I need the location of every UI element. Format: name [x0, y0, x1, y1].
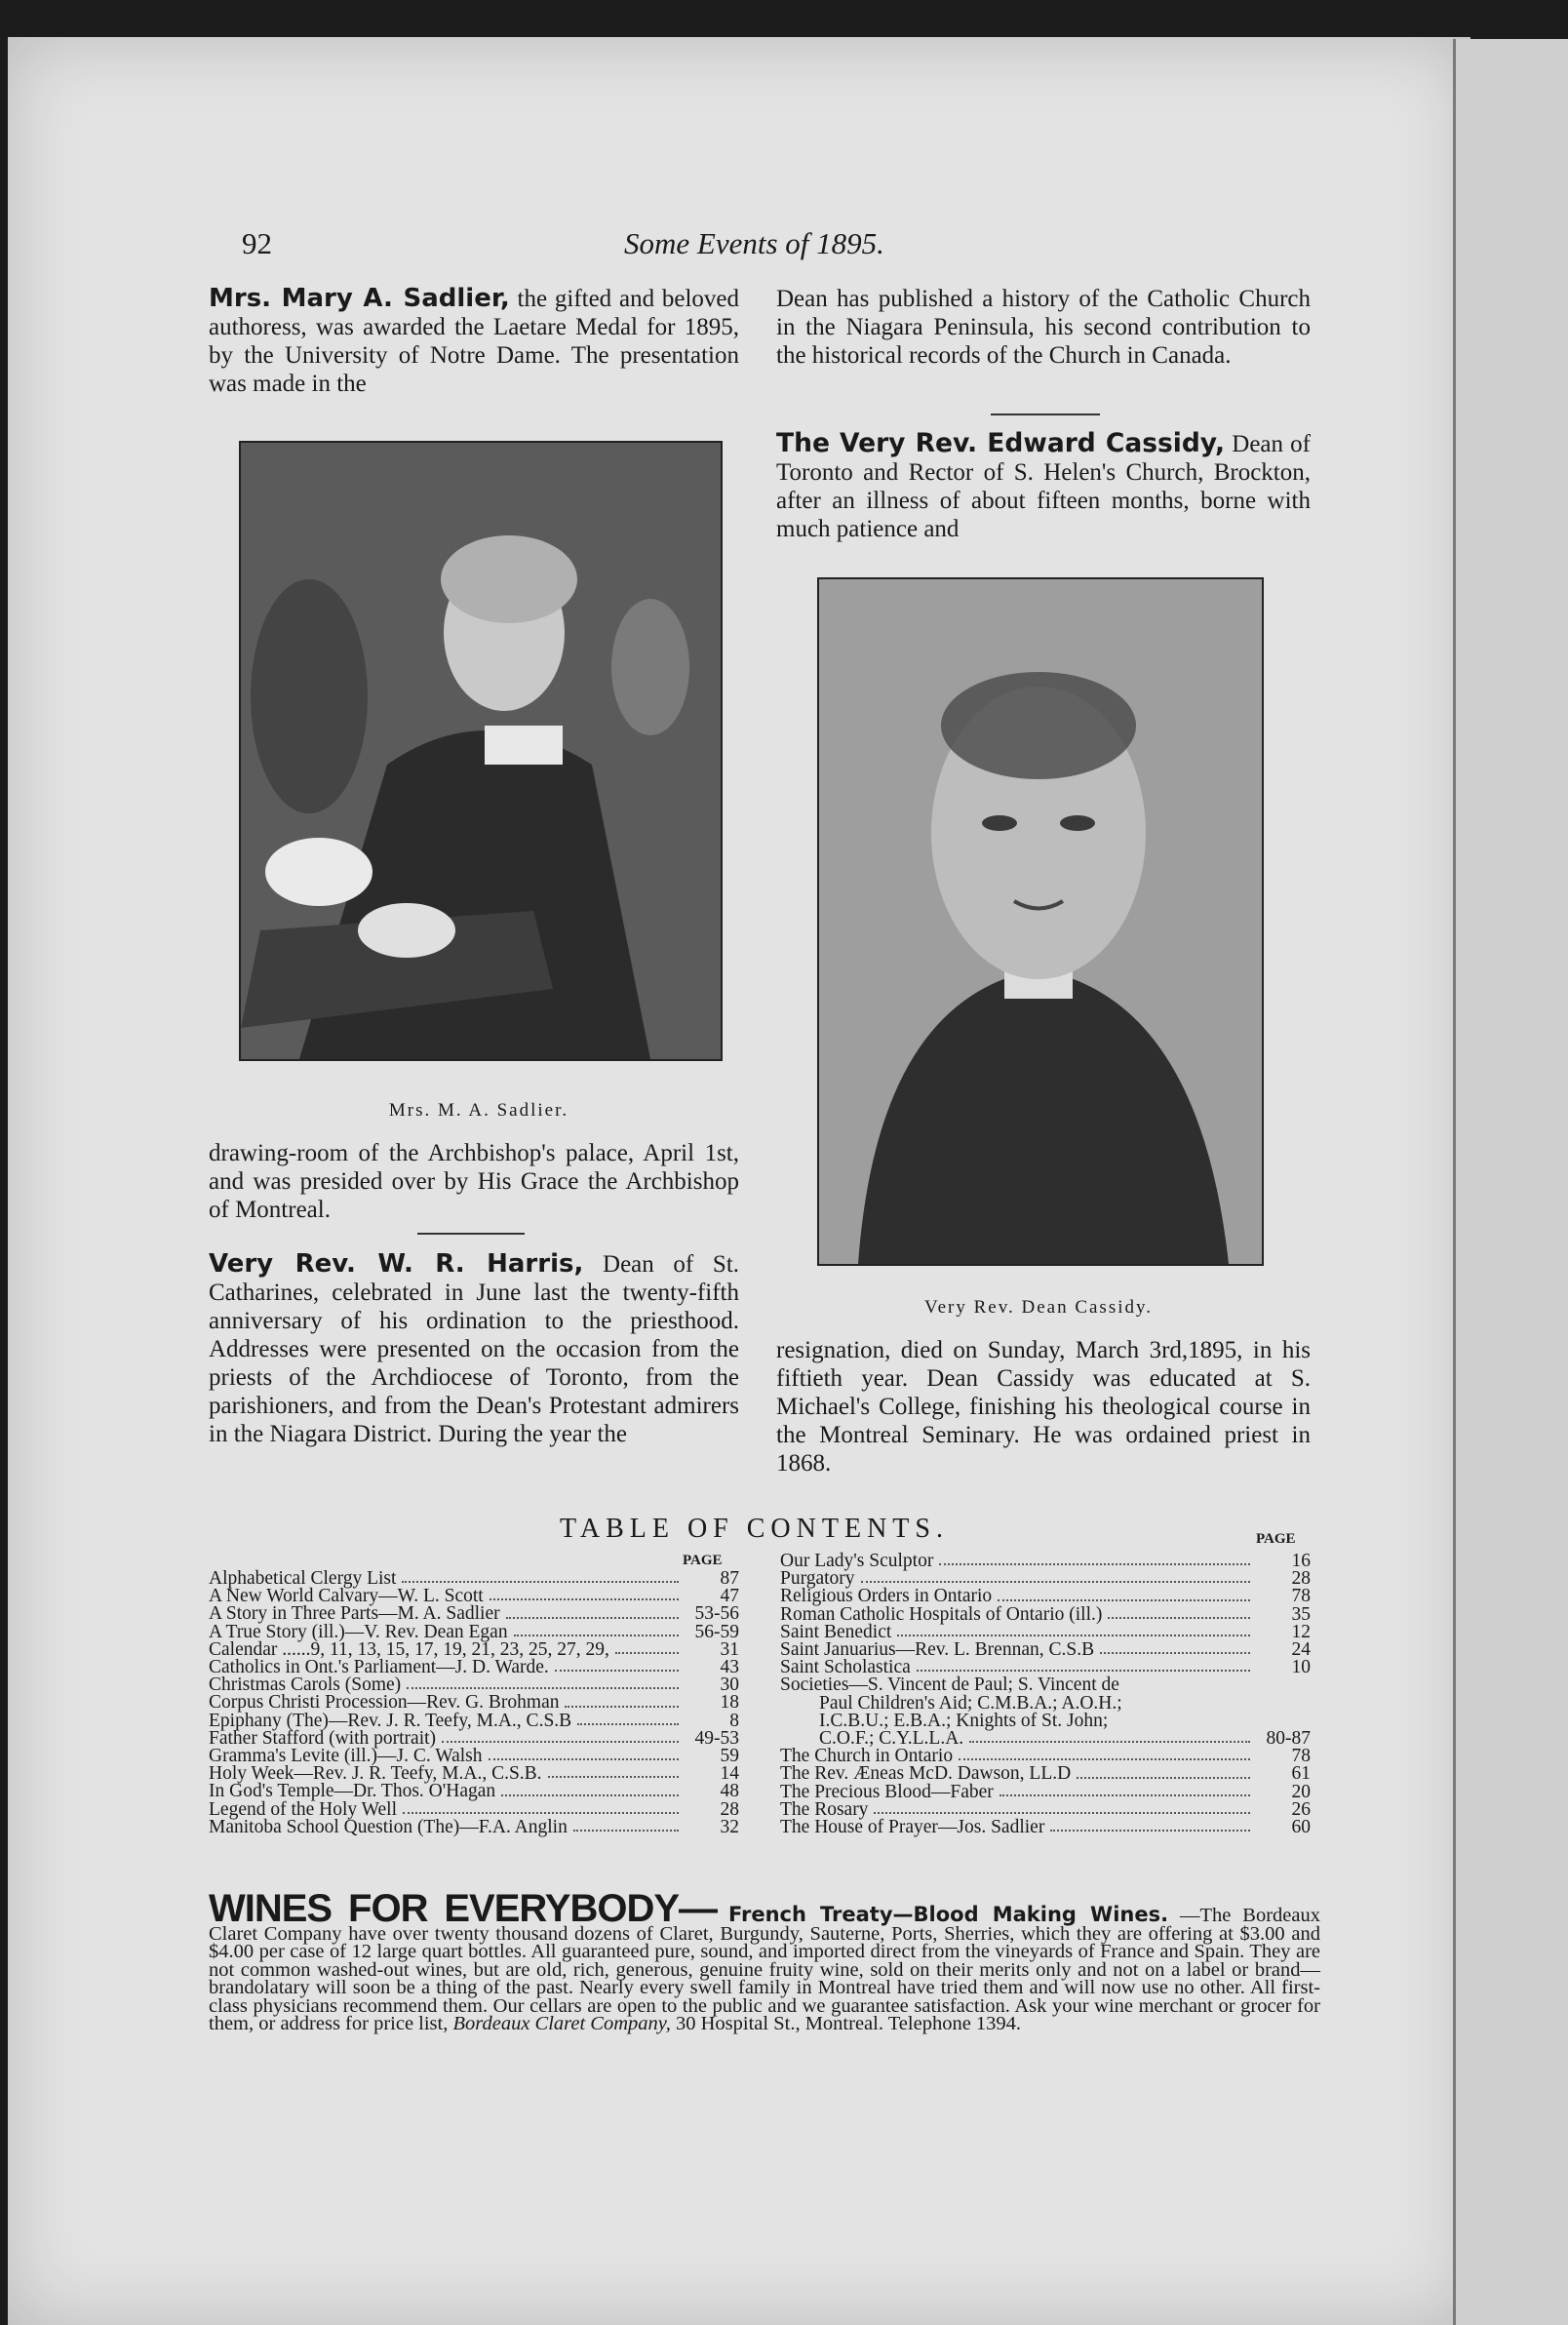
toc-leader-dots	[577, 1713, 679, 1725]
ad-subtitle: French Treaty—Blood Making Wines.	[727, 1903, 1169, 1926]
toc-leader-dots	[555, 1659, 679, 1672]
toc-entry-title: Manitoba School Question (The)—F.A. Anglin	[209, 1816, 568, 1837]
toc-entry-page: 59	[720, 1746, 739, 1767]
toc-leader-dots	[573, 1819, 679, 1832]
toc-leader-dots	[615, 1641, 679, 1654]
toc-entry-title: I.C.B.U.; E.B.A.; Knights of St. John;	[819, 1710, 1109, 1731]
cassidy-text: Dean of Toronto and Rector of S. Helen's Church, Brockton, after an illness of about fifteen months, borne with much patience and	[776, 431, 1311, 542]
toc-entry-page	[1122, 1695, 1177, 1713]
toc-entry-title: Saint Januarius—Rev. L. Brennan, C.S.B	[780, 1639, 1095, 1661]
cassidy-paragraph	[776, 429, 1311, 543]
cassidy-portrait	[817, 577, 1264, 1266]
toc-leader-dots	[874, 1801, 1250, 1814]
toc-entry-page: 12	[1291, 1621, 1311, 1642]
toc-leader-dots	[501, 1783, 679, 1795]
toc-leader-dots	[1000, 1784, 1250, 1796]
wine-advertisement	[209, 1887, 1320, 2034]
toc-entry-page: 49-53	[694, 1727, 739, 1749]
toc-entry-title: The Rosary	[780, 1798, 869, 1820]
toc-leader-dots	[403, 1801, 679, 1814]
toc-entry-page: 31	[720, 1638, 739, 1660]
toc-entry-title: Gramma's Levite (ill.)—J. C. Walsh	[209, 1746, 483, 1767]
toc-entry-title: Our Lady's Sculptor	[780, 1551, 934, 1571]
toc-entry-title: A Story in Three Parts—M. A. Sadlier	[209, 1603, 500, 1625]
toc-entry-title: Father Stafford (with portrait)	[209, 1727, 437, 1749]
toc-entry	[209, 1694, 739, 1712]
toc-entry-page: 26	[1291, 1798, 1311, 1820]
sadlier-portrait-image	[241, 443, 721, 1059]
toc-entry-title: In God's Temple—Dr. Thos. O'Hagan	[209, 1781, 496, 1802]
toc-page-label-right: PAGE	[1256, 1531, 1296, 1547]
harris-paragraph	[209, 1250, 739, 1448]
page-number: 92	[242, 226, 272, 260]
toc-leader-dots	[407, 1676, 679, 1689]
toc-entry-page: 78	[1291, 1586, 1311, 1607]
ad-brand: WINES FOR EVERYBODY—	[209, 1887, 718, 1930]
section-rule	[991, 414, 1100, 415]
toc-entry	[780, 1765, 1311, 1783]
toc-entry-page: 80-87	[1266, 1728, 1311, 1750]
toc-entry-title: Corpus Christi Procession—Rev. G. Brohman	[209, 1692, 560, 1714]
sadlier-paragraph-cont: drawing-room of the Archbishop's palace, April 1st, and was presided over by His Grace the Archbishop of Montreal.	[209, 1140, 739, 1223]
toc-entry-page: 18	[720, 1692, 739, 1714]
toc-entry-page: 24	[1291, 1639, 1311, 1661]
section-rule	[417, 1233, 525, 1235]
toc-entry-page: 10	[1291, 1657, 1311, 1678]
toc-leader-dots	[969, 1730, 1250, 1743]
toc-entry	[780, 1588, 1311, 1605]
sadlier-lead: Mrs. Mary A. Sadlier,	[209, 284, 510, 313]
toc-entry-page: 61	[1291, 1763, 1311, 1785]
toc-entry	[209, 1783, 739, 1800]
toc-leader-dots	[489, 1748, 680, 1760]
toc-entry	[209, 1816, 739, 1837]
toc-entry-page: 48	[720, 1781, 739, 1802]
sadlier-caption: Mrs. M. A. Sadlier.	[388, 1100, 569, 1121]
toc-entry-title: Religious Orders in Ontario	[780, 1586, 993, 1607]
cassidy-portrait-image	[819, 579, 1262, 1264]
toc-leader-dots	[1077, 1765, 1250, 1778]
ad-address: 30 Hospital St., Montreal. Telephone 1394.	[676, 2013, 1022, 2034]
toc-entry-title: Epiphany (The)—Rev. J. R. Teefy, M.A., C.S.B	[209, 1710, 572, 1731]
toc-right-column	[780, 1553, 1311, 1836]
toc-leader-dots	[1108, 1606, 1250, 1619]
toc-entry-page: 32	[720, 1816, 739, 1837]
toc-left-column	[209, 1570, 739, 1836]
toc-entry-page: 28	[1291, 1568, 1311, 1590]
ad-company: Bordeaux Claret Company,	[452, 2013, 671, 2034]
toc-leader-dots	[959, 1748, 1250, 1760]
harris-paragraph-cont: Dean has published a history of the Catholic Church in the Niagara Peninsula, his second contribution to the historical records of the Church in Canada.	[776, 286, 1311, 369]
toc-entry-page: 35	[1291, 1603, 1311, 1625]
toc-entry-page: 53-56	[694, 1603, 739, 1625]
toc-entry-page	[1119, 1676, 1174, 1694]
toc-entry-title: Christmas Carols (Some)	[209, 1675, 402, 1696]
toc-entry-title: Societies—S. Vincent de Paul; S. Vincent de	[780, 1675, 1119, 1696]
toc-entry-title: C.O.F.; C.Y.L.L.A.	[819, 1728, 964, 1750]
toc-entry-title: Catholics in Ont.'s Parliament—J. D. Warde.	[209, 1657, 549, 1678]
toc-entry	[209, 1605, 739, 1623]
toc-entry-title: The Church in Ontario	[780, 1746, 954, 1767]
toc-entry-page: 43	[720, 1657, 739, 1678]
sadlier-portrait	[239, 441, 723, 1061]
sadlier-text: the gifted and beloved authoress, was awarded the Laetare Medal for 1895, by the University of Notre Dame. The presentation was made in the	[209, 286, 740, 397]
sadlier-paragraph	[209, 285, 739, 398]
toc-entry	[780, 1676, 1311, 1694]
toc-leader-dots	[939, 1553, 1250, 1565]
toc-entry-title: A New World Calvary—W. L. Scott	[209, 1586, 484, 1607]
toc-entry-page: 8	[729, 1710, 739, 1731]
toc-entry-page: 30	[720, 1675, 739, 1696]
cassidy-paragraph-cont: resignation, died on Sunday, March 3rd,1895, in his fiftieth year. Dean Cassidy was educated at S. Michael's College, finishing his theological course in the Montreal Seminary. He was ordained priest in 1868.	[776, 1337, 1311, 1477]
toc-entry-title: Alphabetical Clergy List	[209, 1568, 397, 1589]
toc-leader-dots	[514, 1624, 679, 1636]
toc-entry-title: Roman Catholic Hospitals of Ontario (ill.)	[780, 1603, 1103, 1625]
toc-entry-page: 78	[1291, 1746, 1311, 1767]
cassidy-caption: Very Rev. Dean Cassidy.	[923, 1297, 1154, 1318]
toc-leader-dots	[442, 1730, 679, 1743]
toc-leader-dots	[402, 1570, 679, 1583]
toc-page-label-left: PAGE	[683, 1553, 723, 1568]
cassidy-lead: The Very Rev. Edward Cassidy,	[776, 428, 1226, 458]
toc-leader-dots	[917, 1659, 1250, 1672]
toc-leader-dots	[490, 1588, 679, 1600]
toc-entry-title: Holy Week—Rev. J. R. Teefy, M.A., C.S.B.	[209, 1763, 542, 1785]
harris-text: Dean of St. Catharines, celebrated in June last the twenty-fifth anniversary of his ordination to the priesthood. Addresses were presented on the occasion from the priests of the Archdiocese of Toronto, from the parishioners, and from the Dean's Protestant admirers in the Niagara District. During the year the	[209, 1251, 740, 1447]
toc-entry-page: 56-59	[694, 1621, 739, 1642]
toc-entry-page: 87	[720, 1568, 739, 1589]
toc-entry-page: 20	[1291, 1781, 1311, 1802]
toc-entry-title: Paul Children's Aid; C.M.B.A.; A.O.H.;	[819, 1692, 1122, 1714]
toc-heading: TABLE OF CONTENTS.	[560, 1514, 949, 1544]
toc-entry-title: Saint Scholastica	[780, 1657, 911, 1678]
toc-leader-dots	[565, 1694, 679, 1707]
toc-entry-page: 47	[720, 1586, 739, 1607]
harris-lead: Very Rev. W. R. Harris,	[209, 1249, 584, 1279]
toc-entry-page: 16	[1291, 1551, 1311, 1571]
toc-entry-page	[1108, 1713, 1162, 1730]
toc-leader-dots	[897, 1624, 1250, 1636]
ad-body: —The Bordeaux Claret Company have over twenty thousand dozens of Claret, Burgundy, Sauterne, Ports, Sherries, which they are offering at $3.00 and $4.00 per case of 12 large quart bottles. All guaranteed pure, sound, and imported direct from the vineyards of France and Spain. They are not common washed-out wines, but are old, rich, generous, genuine fruity wine, sold on their merits only and not on a label or brand—brandolatary will soon be a thing of the past. Nearly every swell family in Montreal have tried them and will now use no other. All first-class physicians recommend them. Our cellars are open to the public and we guarantee satisfaction. Ask your wine merchant or grocer for them, or address for price list,	[209, 1905, 1320, 2034]
toc-entry	[780, 1553, 1311, 1570]
toc-entry-page: 60	[1291, 1817, 1311, 1838]
adjacent-page-edge	[1453, 39, 1568, 2325]
toc-leader-dots	[1100, 1641, 1250, 1654]
toc-leader-dots	[506, 1605, 679, 1618]
toc-entry-title: Legend of the Holy Well	[209, 1798, 398, 1820]
toc-entry-title: The House of Prayer—Jos. Sadlier	[780, 1817, 1045, 1838]
toc-leader-dots	[548, 1765, 679, 1778]
toc-entry-page: 28	[720, 1798, 739, 1820]
running-title: Some Events of 1895.	[624, 226, 884, 260]
toc-entry-page: 14	[720, 1763, 739, 1785]
toc-leader-dots	[1050, 1819, 1250, 1832]
toc-leader-dots	[998, 1588, 1250, 1600]
toc-entry	[780, 1819, 1311, 1836]
toc-entry-title: The Precious Blood—Faber	[780, 1781, 994, 1802]
toc-entry-title: A True Story (ill.)—V. Rev. Dean Egan	[209, 1621, 508, 1642]
toc-entry-title: The Rev. Æneas McD. Dawson, LL.D	[780, 1763, 1072, 1785]
toc-entry-title: Calendar ......9, 11, 13, 15, 17, 19, 21, 23, 25, 27, 29,	[209, 1638, 609, 1660]
toc-entry-title: Saint Benedict	[780, 1621, 892, 1642]
toc-entry-title: Purgatory	[780, 1568, 855, 1590]
toc-leader-dots	[861, 1570, 1250, 1583]
